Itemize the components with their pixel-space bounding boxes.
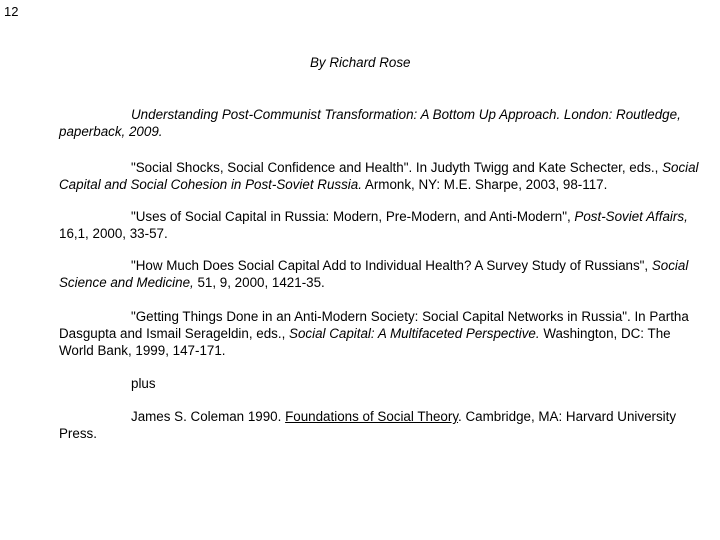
entry-text: "Getting Things Done in an Anti-Modern Society: Social Capital Networks in Russia". In Partha Dasgupta and Ismail Serageldin, eds.,	[59, 309, 689, 341]
bibliography-entry-book	[59, 106, 709, 140]
entry-book-title: Foundations of Social Theory	[285, 409, 459, 424]
bibliography-entry-social-shocks	[59, 159, 709, 193]
bibliography-entry-getting-things-done	[59, 308, 709, 359]
entry-text: "Uses of Social Capital in Russia: Modern, Pre-Modern, and Anti-Modern",	[131, 209, 575, 224]
entry-details: Armonk, NY: M.E. Sharpe, 2003, 98-117.	[361, 177, 608, 192]
entry-text: "Social Shocks, Social Confidence and Health". In Judyth Twigg and Kate Schecter, eds.,	[131, 160, 663, 175]
entry-details: 16,1, 2000, 33-57.	[59, 226, 168, 241]
page-number: 12	[4, 4, 19, 19]
plus-label: plus	[131, 376, 156, 391]
entry-text: "How Much Does Social Capital Add to Individual Health? A Survey Study of Russians",	[131, 258, 652, 273]
author-line: By Richard Rose	[310, 55, 411, 70]
bibliography-entry-uses-of-social-capital	[59, 208, 709, 242]
bibliography-entry-coleman	[59, 408, 709, 442]
entry-text: James S. Coleman 1990.	[131, 409, 286, 424]
entry-details: . Cambridge, MA: Harvard University Press.	[59, 409, 677, 441]
entry-source: Social Capital and Social Cohesion in Post-Soviet Russia.	[59, 160, 699, 192]
entry-source: Social Science and Medicine,	[59, 258, 689, 290]
entry-details: Washington, DC: The World Bank, 1999, 147-171.	[59, 326, 671, 358]
entry-title: Understanding Post-Communist Transformation: A Bottom Up Approach. London: Routledge, paperback, 2009.	[59, 107, 681, 139]
entry-source: Post-Soviet Affairs,	[574, 209, 688, 224]
entry-source: Social Capital: A Multifaceted Perspective.	[289, 326, 540, 341]
bibliography-entry-individual-health	[59, 257, 709, 291]
entry-details: 51, 9, 2000, 1421-35.	[193, 275, 325, 290]
bibliography-list	[59, 106, 709, 457]
